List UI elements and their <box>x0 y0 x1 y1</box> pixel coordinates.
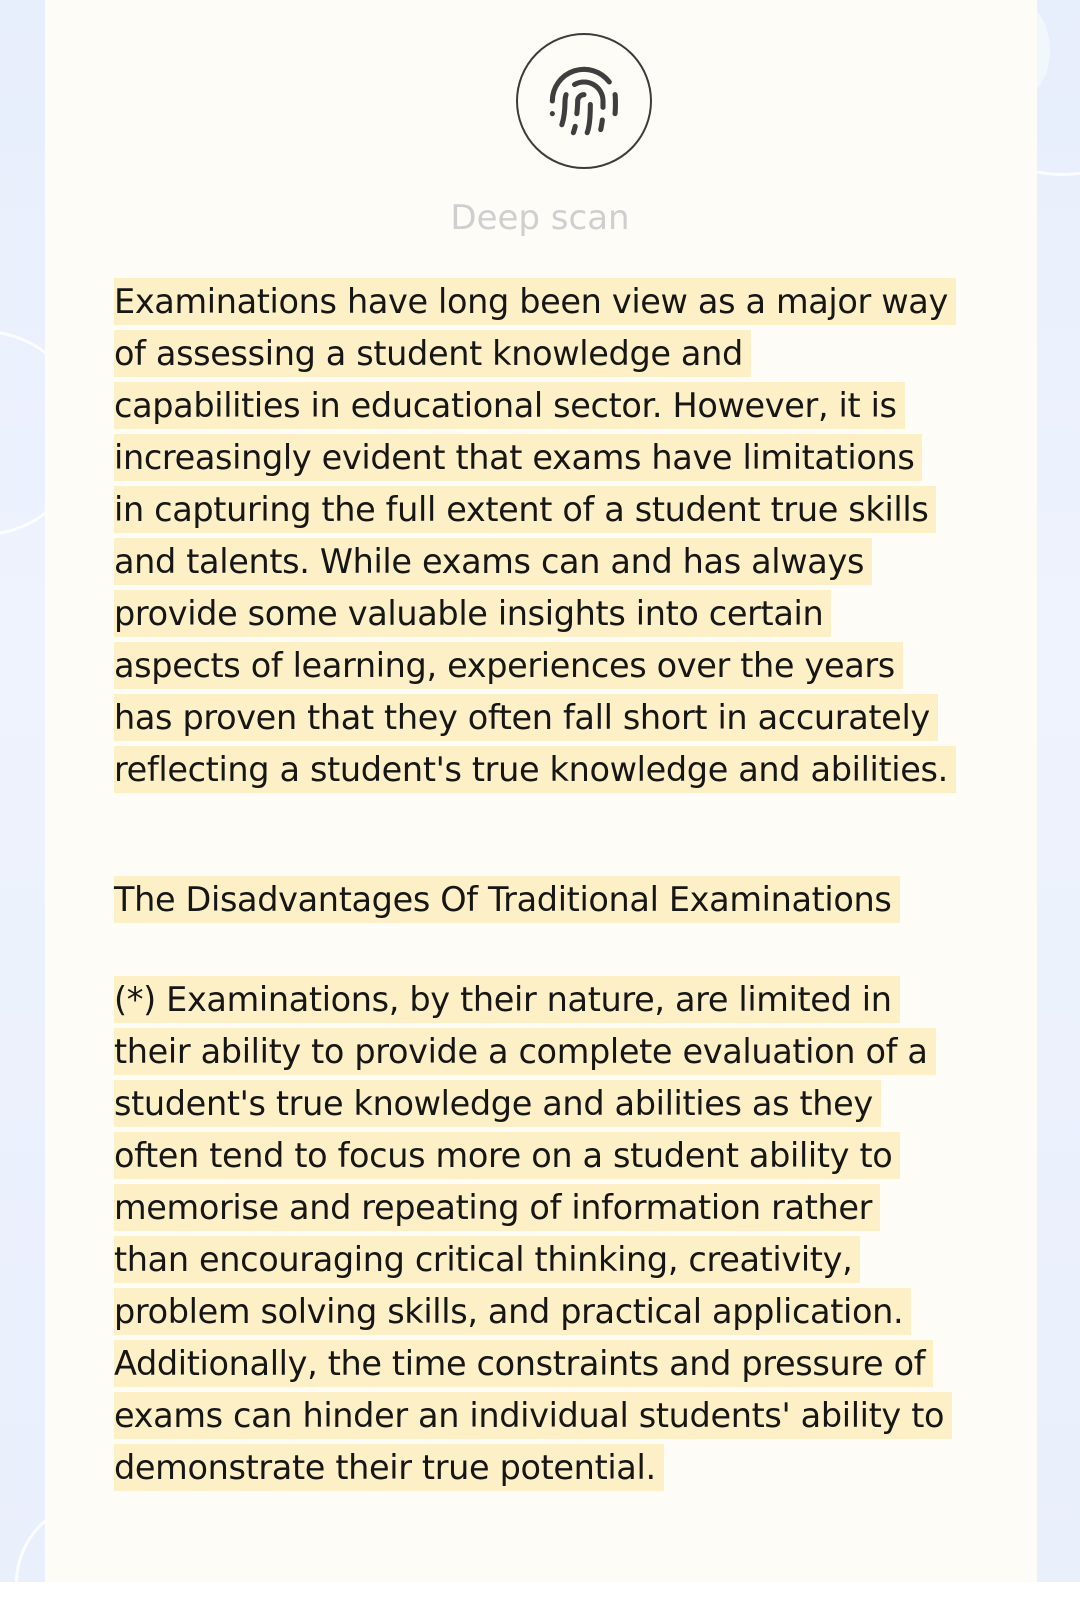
paragraph-line: in capturing the full extent of a student true skills <box>114 484 974 536</box>
paragraph-line: Examinations have long been view as a major way <box>114 276 974 328</box>
fingerprint-icon <box>546 63 622 139</box>
paragraph-line: memorise and repeating of information rather <box>114 1182 974 1234</box>
paragraph-line: (*) Examinations, by their nature, are limited in <box>114 974 974 1026</box>
paragraph-line: aspects of learning, experiences over the years <box>114 640 974 692</box>
paragraph-line: problem solving skills, and practical application. <box>114 1286 974 1338</box>
section-heading: The Disadvantages Of Traditional Examinations <box>114 874 974 926</box>
paragraph-line: provide some valuable insights into certain <box>114 588 974 640</box>
deep-scan-button[interactable] <box>516 33 652 169</box>
paragraph-line: student's true knowledge and abilities as they <box>114 1078 974 1130</box>
paragraph-line: often tend to focus more on a student ability to <box>114 1130 974 1182</box>
paragraph-spacer <box>114 926 974 974</box>
deep-scan-label: Deep scan <box>450 198 630 238</box>
paragraph-line: than encouraging critical thinking, creativity, <box>114 1234 974 1286</box>
paragraph-line: Additionally, the time constraints and pressure of <box>114 1338 974 1390</box>
document-text <box>114 276 974 1494</box>
paragraph-line: increasingly evident that exams have limitations <box>114 432 974 484</box>
paragraph-line: of assessing a student knowledge and <box>114 328 974 380</box>
paragraph-spacer <box>114 796 974 874</box>
paragraph-line: their ability to provide a complete evaluation of a <box>114 1026 974 1078</box>
paragraph-line: and talents. While exams can and has always <box>114 536 974 588</box>
paragraph-line: capabilities in educational sector. However, it is <box>114 380 974 432</box>
paragraph-line: has proven that they often fall short in accurately <box>114 692 974 744</box>
paragraph-line: reflecting a student's true knowledge and abilities. <box>114 744 974 796</box>
paragraph-line: demonstrate their true potential. <box>114 1442 974 1494</box>
paragraph-line: exams can hinder an individual students' ability to <box>114 1390 974 1442</box>
